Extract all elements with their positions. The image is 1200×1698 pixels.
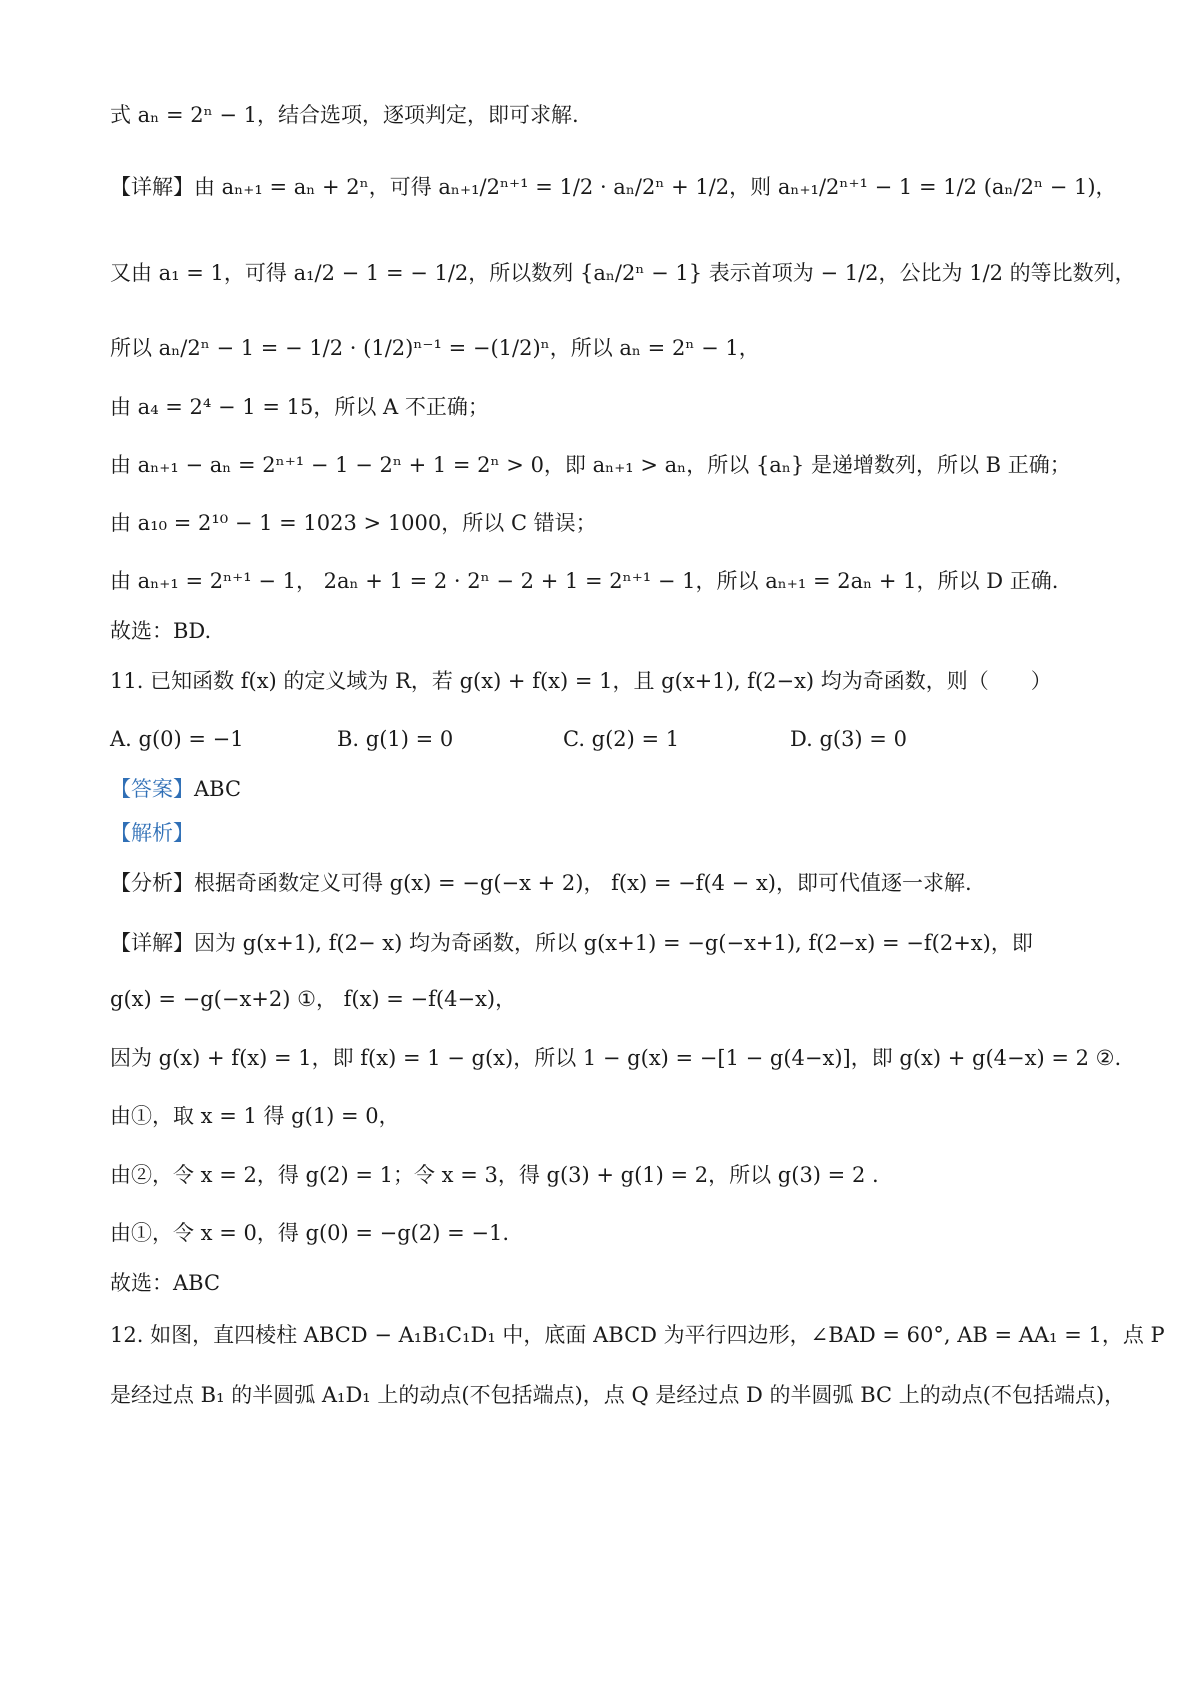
- text-line: 由 aₙ₊₁ = 2ⁿ⁺¹ − 1， 2aₙ + 1 = 2 · 2ⁿ − 2 + 1 = 2ⁿ⁺¹ − 1，所以 aₙ₊₁ = 2aₙ + 1，所以 D 正确.: [110, 569, 1059, 593]
- analysis-label: 【解析】: [110, 821, 194, 845]
- answer-value: ABC: [194, 777, 242, 801]
- question-11-options: [110, 724, 1110, 754]
- text-line: g(x) = −g(−x+2) ①， f(x) = −f(4−x)，: [110, 987, 517, 1011]
- answer-label: 【答案】: [110, 777, 194, 801]
- text-line: 由①，取 x = 1 得 g(1) = 0，: [110, 1104, 400, 1128]
- text-line: 又由 a₁ = 1，可得 a₁/2 − 1 = − 1/2，所以数列 {aₙ/2ⁿ − 1} 表示首项为 − 1/2，公比为 1/2 的等比数列，: [110, 261, 1136, 285]
- text-line: 由②，令 x = 2，得 g(2) = 1；令 x = 3，得 g(3) + g(1) = 2，所以 g(3) = 2 .: [110, 1163, 879, 1187]
- question-12-stem: 12. 如图，直四棱柱 ABCD − A₁B₁C₁D₁ 中，底面 ABCD 为平行四边形，∠BAD = 60°, AB = AA₁ = 1，点 P: [110, 1323, 1165, 1347]
- text-line: 由 aₙ₊₁ − aₙ = 2ⁿ⁺¹ − 1 − 2ⁿ + 1 = 2ⁿ > 0，即 aₙ₊₁ > aₙ，所以 {aₙ} 是递增数列，所以 B 正确；: [110, 453, 1071, 477]
- text-line: 故选：BD.: [110, 619, 212, 643]
- text-line: 【详解】因为 g(x+1), f(2− x) 均为奇函数，所以 g(x+1) = −g(−x+1), f(2−x) = −f(2+x)，即: [110, 931, 1033, 955]
- text-line: 【分析】根据奇函数定义可得 g(x) = −g(−x + 2)， f(x) = −f(4 − x)，即可代值逐一求解.: [110, 871, 972, 895]
- text-line: 【详解】由 aₙ₊₁ = aₙ + 2ⁿ，可得 aₙ₊₁/2ⁿ⁺¹ = 1/2 · aₙ/2ⁿ + 1/2，则 aₙ₊₁/2ⁿ⁺¹ − 1 = 1/2 (aₙ/2ⁿ − 1)，: [110, 175, 1117, 199]
- question-11-stem: 11. 已知函数 f(x) 的定义域为 R，若 g(x) + f(x) = 1，且 g(x+1), f(2−x) 均为奇函数，则（ ）: [110, 669, 1052, 693]
- text-line: 由 a₁₀ = 2¹⁰ − 1 = 1023 > 1000，所以 C 错误；: [110, 511, 597, 535]
- text-line: 因为 g(x) + f(x) = 1，即 f(x) = 1 − g(x)，所以 1 − g(x) = −[1 − g(4−x)]，即 g(x) + g(4−x) = 2 ②.: [110, 1046, 1122, 1070]
- option-c: C. g(2) = 1: [563, 727, 680, 751]
- option-a: A. g(0) = −1: [110, 727, 244, 751]
- question-12-stem-continued: 是经过点 B₁ 的半圆弧 A₁D₁ 上的动点(不包括端点)，点 Q 是经过点 D 的半圆弧 BC 上的动点(不包括端点)，: [110, 1383, 1126, 1407]
- text-line: 由①，令 x = 0，得 g(0) = −g(2) = −1.: [110, 1221, 509, 1245]
- text-line: 式 aₙ = 2ⁿ − 1，结合选项，逐项判定，即可求解.: [110, 103, 579, 127]
- text-line: 故选：ABC: [110, 1271, 221, 1295]
- option-d: D. g(3) = 0: [790, 727, 907, 751]
- text-line: 所以 aₙ/2ⁿ − 1 = − 1/2 · (1/2)ⁿ⁻¹ = −(1/2)ⁿ，所以 aₙ = 2ⁿ − 1，: [110, 336, 760, 360]
- option-b: B. g(1) = 0: [337, 727, 454, 751]
- answer-line: [110, 774, 1110, 804]
- text-line: 由 a₄ = 2⁴ − 1 = 15，所以 A 不正确；: [110, 395, 489, 419]
